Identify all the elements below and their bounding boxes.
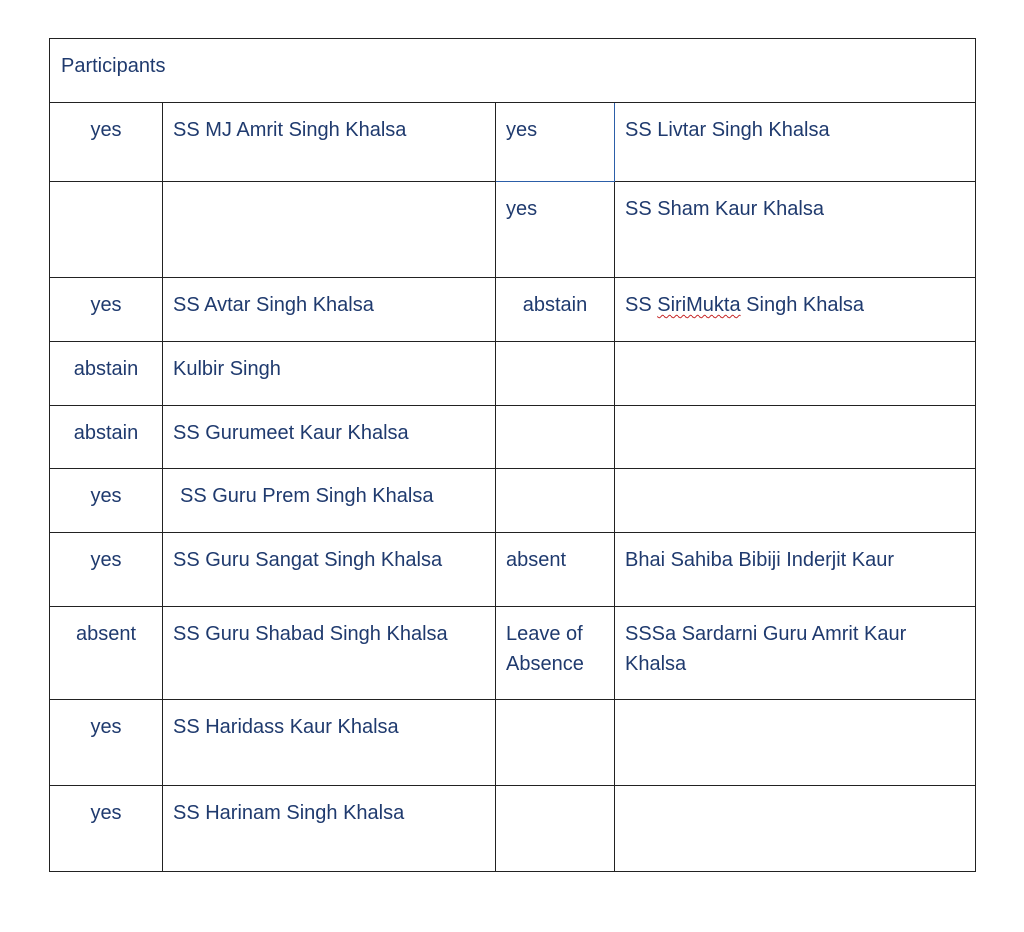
participant-name xyxy=(615,469,975,481)
participant-cell xyxy=(615,533,976,607)
participant-cell xyxy=(615,342,976,406)
participant-name xyxy=(163,182,495,194)
table-row xyxy=(50,533,976,607)
participant-cell xyxy=(163,406,496,469)
participant-cell xyxy=(615,607,976,700)
vote-cell xyxy=(50,103,163,182)
table-row xyxy=(50,342,976,406)
vote-cell xyxy=(50,469,163,533)
vote-status: absent xyxy=(506,549,567,571)
participant-cell xyxy=(163,182,496,278)
participant-name: SS Avtar Singh Khalsa xyxy=(173,294,374,316)
vote-cell xyxy=(50,786,163,872)
vote-cell xyxy=(496,469,615,533)
participant-cell xyxy=(163,469,496,533)
participant-name: SS Livtar Singh Khalsa xyxy=(625,119,830,141)
vote-cell xyxy=(496,533,615,607)
participant-name xyxy=(615,786,975,798)
participant-cell xyxy=(615,469,976,533)
participant-cell xyxy=(615,182,976,278)
participant-name xyxy=(615,406,975,418)
participant-name: SS Harinam Singh Khalsa xyxy=(173,802,405,824)
participant-cell xyxy=(163,607,496,700)
participant-name: Bhai Sahiba Bibiji Inderjit Kaur xyxy=(625,549,895,571)
participant-cell xyxy=(615,786,976,872)
table-row xyxy=(50,700,976,786)
vote-status xyxy=(496,786,614,798)
participant-cell xyxy=(615,278,976,342)
participant-name: SS Gurumeet Kaur Khalsa xyxy=(173,422,409,444)
participant-cell xyxy=(163,533,496,607)
table-row xyxy=(50,607,976,700)
vote-status: yes xyxy=(90,802,122,824)
participant-cell xyxy=(615,406,976,469)
participant-cell xyxy=(615,103,976,182)
vote-cell xyxy=(496,786,615,872)
vote-cell xyxy=(50,406,163,469)
participant-name: SS Sham Kaur Khalsa xyxy=(625,198,824,220)
participants-table xyxy=(49,38,976,872)
vote-cell xyxy=(50,278,163,342)
participant-cell xyxy=(163,103,496,182)
vote-status: yes xyxy=(90,485,122,507)
vote-cell xyxy=(50,533,163,607)
vote-status: absent xyxy=(75,623,137,645)
participant-name: SS Guru Sangat Singh Khalsa xyxy=(173,549,443,571)
table-row xyxy=(50,469,976,533)
vote-status xyxy=(496,342,614,354)
vote-status xyxy=(50,182,162,194)
vote-status: abstain xyxy=(522,294,588,316)
table-row xyxy=(50,786,976,872)
vote-cell xyxy=(496,607,615,700)
vote-status: yes xyxy=(90,716,122,738)
participant-name xyxy=(615,700,975,712)
participant-cell xyxy=(615,700,976,786)
participant-cell xyxy=(163,786,496,872)
vote-status: yes xyxy=(90,549,122,571)
vote-status: abstain xyxy=(73,358,139,380)
vote-cell xyxy=(50,342,163,406)
vote-status: yes xyxy=(90,119,122,141)
vote-cell xyxy=(496,103,615,182)
table-header-row xyxy=(50,39,976,103)
vote-status xyxy=(496,469,614,481)
misspelled-word: SiriMukta xyxy=(657,294,741,316)
vote-status: yes xyxy=(506,119,538,141)
table-row xyxy=(50,278,976,342)
participant-name xyxy=(615,342,975,354)
participants-header-cell xyxy=(50,39,976,103)
table-row xyxy=(50,182,976,278)
table-row xyxy=(50,103,976,182)
participant-name: SS MJ Amrit Singh Khalsa xyxy=(173,119,407,141)
vote-status xyxy=(496,406,614,418)
participant-name: Kulbir Singh xyxy=(173,358,281,380)
table-row xyxy=(50,406,976,469)
name-prefix: SS xyxy=(625,294,658,316)
vote-status xyxy=(496,700,614,712)
participant-name: SS Haridass Kaur Khalsa xyxy=(173,716,399,738)
vote-cell xyxy=(50,607,163,700)
vote-cell xyxy=(50,182,163,278)
vote-status: yes xyxy=(90,294,122,316)
vote-cell xyxy=(50,700,163,786)
vote-cell xyxy=(496,278,615,342)
participant-cell xyxy=(163,700,496,786)
vote-status: yes xyxy=(506,198,538,220)
participant-name: SS Guru Prem Singh Khalsa xyxy=(180,485,434,507)
vote-cell xyxy=(496,700,615,786)
name-suffix: Singh Khalsa xyxy=(740,294,865,316)
vote-cell xyxy=(496,406,615,469)
participant-cell xyxy=(163,342,496,406)
participant-name: SS Guru Shabad Singh Khalsa xyxy=(173,623,448,645)
vote-cell xyxy=(496,342,615,406)
participants-heading: Participants xyxy=(61,55,166,77)
vote-status: abstain xyxy=(73,422,139,444)
participant-name xyxy=(615,278,975,320)
participant-cell xyxy=(163,278,496,342)
participant-name: SSSa Sardarni Guru Amrit Kaur Khalsa xyxy=(625,623,907,675)
vote-cell xyxy=(496,182,615,278)
vote-status: Leave of Absence xyxy=(506,623,584,675)
